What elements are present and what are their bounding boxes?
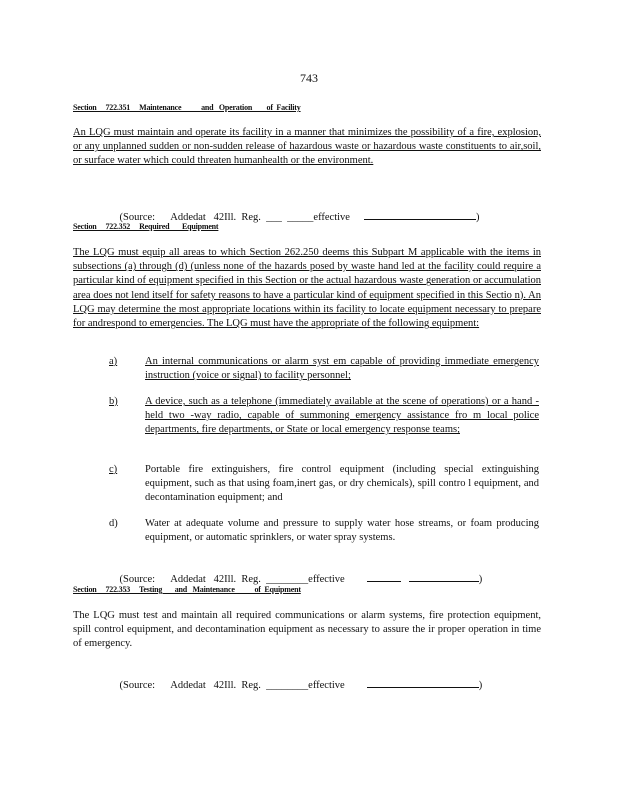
section-722-353-source-note: (Source: Addedat 42Ill. Reg. ________effective ) [109, 663, 482, 707]
section-722-353-paragraph: The LQG must test and maintain all required communications or alarm systems, fire protection equipment, spill control equipment, and decontamination equipment as necessary to assure the ir proper operation in time of emergency. [73, 610, 541, 650]
source-effective-blank [409, 571, 479, 582]
section-722-351-source-note: (Source: Addedat 42Ill. Reg. ___ _____effective ) [109, 195, 479, 239]
source-effective-blank [367, 571, 401, 582]
section-heading-722-351: Section 722.351 Maintenance and Operation of Facility [73, 103, 301, 112]
section-722-352-paragraph: The LQG must equip all areas to which Section 262.250 deems this Subpart M applicable with the items in subsections (a) through (d) (unless none of the hazards posed by waste hand led at the facility could require a particular kind of equipment specified in this Section or the actual hazardous waste generation or accumulation area does not lend itself for safety reasons to have a particular kind of equipment specified in this Sectio n). An LQG may determine the most appropriate locations within its facility to locate equipment necessary to prepare for andrespond to emergencies. The LQG must have the appropriate of the following equipment: [73, 247, 541, 330]
list-item-text: Water at adequate volume and pressure to supply water hose streams, or foam producing equipment, or automatic sprinklers, or water spray systems. [145, 518, 539, 544]
source-effective-blank [364, 209, 476, 220]
source-text: (Source: Addedat 42Ill. Reg. ________effective [119, 680, 345, 691]
source-text: (Source: Addedat 42Ill. Reg. ________effective [119, 574, 345, 585]
list-item-label: d) [109, 518, 118, 529]
page-number: 743 [300, 71, 318, 85]
list-item-label: c) [109, 464, 118, 475]
section-722-352-source-note: (Source: Addedat 42Ill. Reg. ________effective ) [109, 557, 482, 601]
section-heading-722-353: Section 722.353 Testing and Maintenance of Equipment [73, 585, 301, 594]
list-item-label: a) [109, 356, 118, 367]
list-item-label: b) [109, 396, 118, 407]
list-item-text: An internal communications or alarm syst em capable of providing immediate emergency instruction (voice or signal) to facility personnel; [145, 356, 539, 382]
source-text: (Source: Addedat 42Ill. Reg. ___ _____effective [119, 212, 350, 223]
section-heading-722-352: Section 722.352 Required Equipment [73, 222, 219, 231]
section-722-351-paragraph: An LQG must maintain and operate its facility in a manner that minimizes the possibility of a fire, explosion, or any unplanned sudden or non-sudden release of hazardous waste or hazardous waste constituents to air,soil, or surface water which could threaten humanhealth or the environment. [73, 127, 541, 167]
list-item-text: Portable fire extinguishers, fire control equipment (including special extinguishing equipment, such as that using foam,inert gas, or dry chemicals), spill contro l equipment, and decontamination equipment; and [145, 464, 539, 504]
source-effective-blank [367, 677, 479, 688]
list-item-text: A device, such as a telephone (immediately available at the scene of operations) or a hand -held two -way radio, capable of summoning emergency assistance fro m local police departments, fire departments, or State or local emergency response teams; [145, 396, 539, 436]
